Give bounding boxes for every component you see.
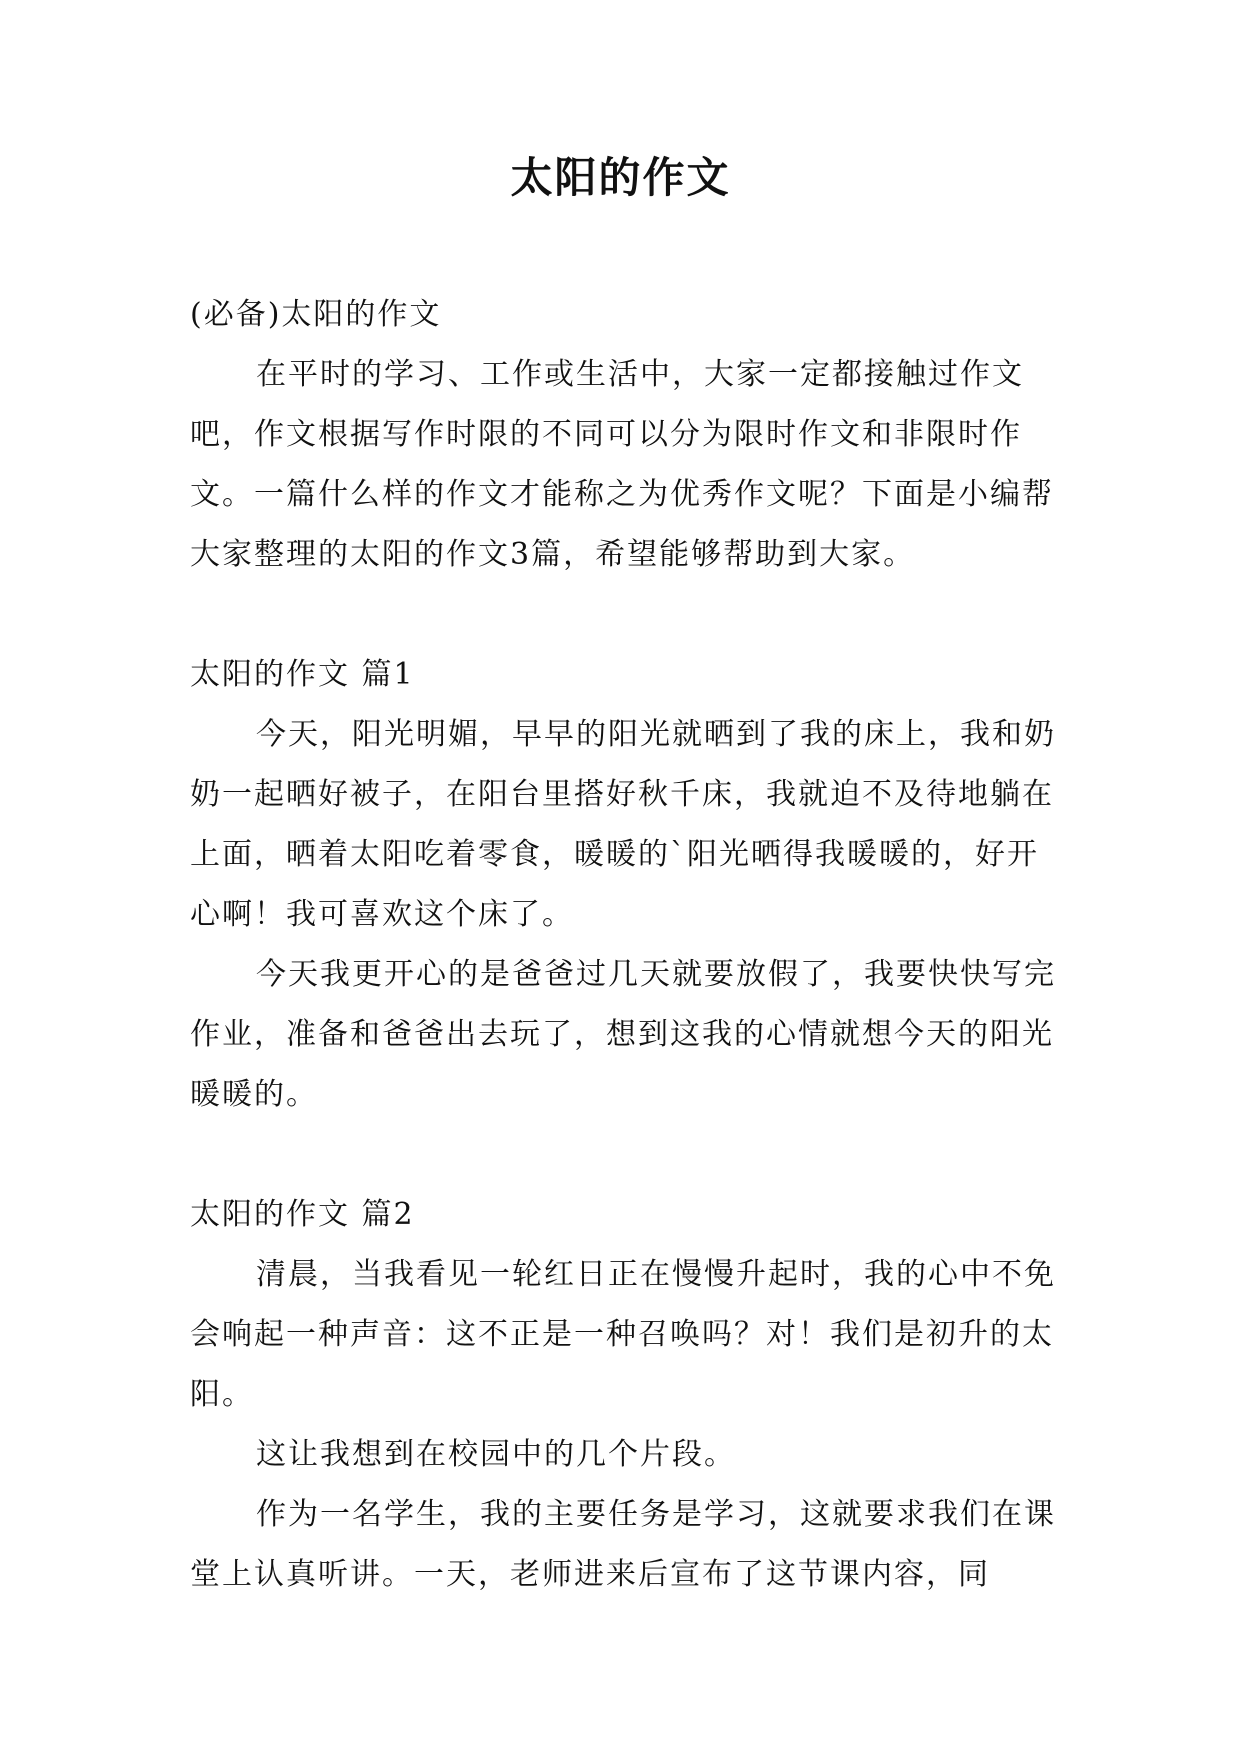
paragraph: 这让我想到在校园中的几个片段。 — [256, 1437, 736, 1472]
document-subtitle: (必备)太阳的作文 — [190, 297, 442, 332]
section-heading: 太阳的作文 篇2 — [190, 1197, 415, 1232]
document-title: 太阳的作文 — [510, 153, 731, 202]
section-heading: 太阳的作文 篇1 — [190, 657, 415, 692]
paragraph: 作为一名学生，我的主要任务是学习，这就要求我们在课堂上认真听讲。一天，老师进来后宣布了这节课内容，同 — [190, 1497, 1056, 1592]
paragraph: 今天，阳光明媚，早早的阳光就晒到了我的床上，我和奶奶一起晒好被子，在阳台里搭好秋千床，我就迫不及待地躺在上面，晒着太阳吃着零食，暖暖的`阳光晒得我暖暖的，好开心啊！我可喜欢这个床了。 — [190, 717, 1056, 932]
paragraph: 清晨，当我看见一轮红日正在慢慢升起时，我的心中不免会响起一种声音：这不正是一种召唤吗？对！我们是初升的太阳。 — [190, 1257, 1056, 1412]
intro-paragraph: 在平时的学习、工作或生活中，大家一定都接触过作文吧，作文根据写作时限的不同可以分为限时作文和非限时作文。一篇什么样的作文才能称之为优秀作文呢？下面是小编帮大家整理的太阳的作文3篇，希望能够帮助到大家。 — [190, 357, 1054, 572]
document-body — [190, 285, 1060, 1605]
section-spacer — [190, 585, 1060, 645]
section-spacer — [190, 1125, 1060, 1185]
paragraph: 今天我更开心的是爸爸过几天就要放假了，我要快快写完作业，准备和爸爸出去玩了，想到这我的心情就想今天的阳光暖暖的。 — [190, 957, 1056, 1112]
